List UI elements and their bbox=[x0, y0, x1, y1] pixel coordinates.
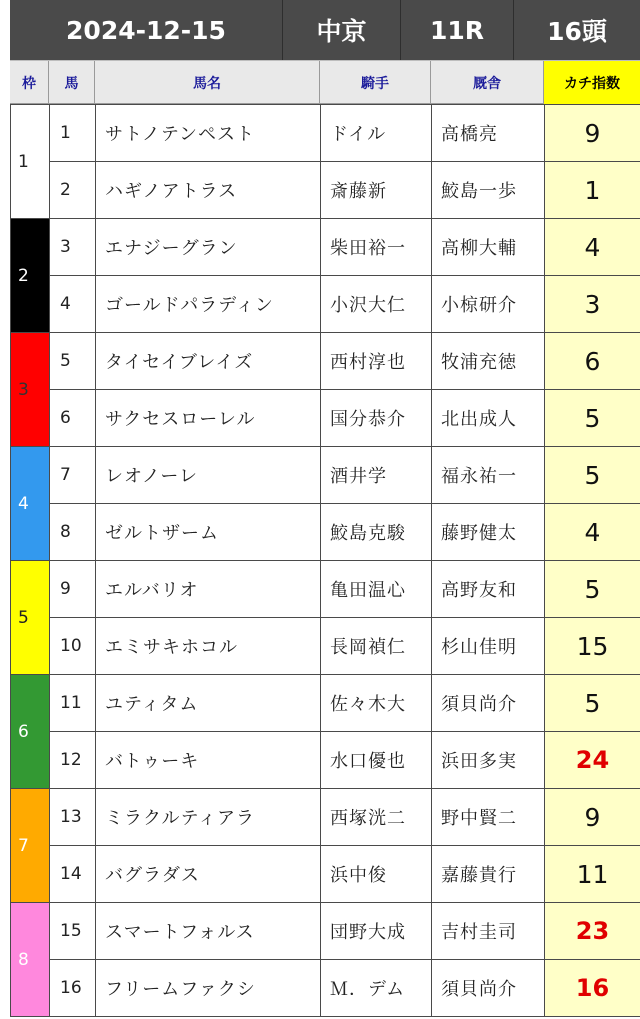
jockey-name: 小沢大仁 bbox=[321, 276, 432, 333]
table-row bbox=[11, 789, 640, 846]
horse-number: 14 bbox=[50, 846, 96, 903]
horse-name: ユティタム bbox=[96, 675, 321, 732]
table-row bbox=[11, 105, 640, 162]
table-row bbox=[11, 618, 640, 675]
waku-cell: 6 bbox=[11, 675, 50, 789]
jockey-name: 酒井学 bbox=[321, 447, 432, 504]
jockey-name: Ｍ．デム bbox=[321, 960, 432, 1017]
horse-number: 8 bbox=[50, 504, 96, 561]
table-row bbox=[11, 162, 640, 219]
table-row bbox=[11, 846, 640, 903]
horse-number: 11 bbox=[50, 675, 96, 732]
horse-number: 9 bbox=[50, 561, 96, 618]
horse-number: 10 bbox=[50, 618, 96, 675]
trainer-name: 吉村圭司 bbox=[432, 903, 545, 960]
jockey-name: ドイル bbox=[321, 105, 432, 162]
trainer-name: 須貝尚介 bbox=[432, 675, 545, 732]
jockey-name: 国分恭介 bbox=[321, 390, 432, 447]
kachi-index-value: 5 bbox=[545, 447, 640, 504]
trainer-name: 福永祐一 bbox=[432, 447, 545, 504]
horse-number: 15 bbox=[50, 903, 96, 960]
trainer-name: 牧浦充徳 bbox=[432, 333, 545, 390]
table-row bbox=[11, 276, 640, 333]
horse-number: 6 bbox=[50, 390, 96, 447]
table-row bbox=[11, 960, 640, 1017]
race-date: 2024-12-15 bbox=[10, 0, 283, 60]
horse-name: ハギノアトラス bbox=[96, 162, 321, 219]
trainer-name: 鮫島一歩 bbox=[432, 162, 545, 219]
horse-name: サトノテンペスト bbox=[96, 105, 321, 162]
horse-name: ミラクルティアラ bbox=[96, 789, 321, 846]
table-row bbox=[11, 903, 640, 960]
trainer-name: 高柳大輔 bbox=[432, 219, 545, 276]
col-kachi-index: カチ指数 bbox=[544, 61, 640, 104]
horse-name: エミサキホコル bbox=[96, 618, 321, 675]
trainer-name: 藤野健太 bbox=[432, 504, 545, 561]
horse-name: ゴールドパラディン bbox=[96, 276, 321, 333]
kachi-index-value: 15 bbox=[545, 618, 640, 675]
horse-number: 3 bbox=[50, 219, 96, 276]
kachi-index-value: 16 bbox=[545, 960, 640, 1017]
col-waku: 枠 bbox=[10, 61, 49, 104]
waku-cell: 2 bbox=[11, 219, 50, 333]
horse-number: 16 bbox=[50, 960, 96, 1017]
col-trainer: 厩舎 bbox=[431, 61, 544, 104]
horse-number: 5 bbox=[50, 333, 96, 390]
trainer-name: 浜田多実 bbox=[432, 732, 545, 789]
horse-number: 2 bbox=[50, 162, 96, 219]
kachi-index-value: 24 bbox=[545, 732, 640, 789]
horse-name: バトゥーキ bbox=[96, 732, 321, 789]
jockey-name: 団野大成 bbox=[321, 903, 432, 960]
jockey-name: 亀田温心 bbox=[321, 561, 432, 618]
horse-number: 7 bbox=[50, 447, 96, 504]
kachi-index-value: 1 bbox=[545, 162, 640, 219]
horse-name: ゼルトザーム bbox=[96, 504, 321, 561]
horse-name: エルバリオ bbox=[96, 561, 321, 618]
column-header-row bbox=[10, 60, 640, 104]
entry-table-body bbox=[11, 105, 640, 1017]
jockey-name: 長岡禎仁 bbox=[321, 618, 432, 675]
horse-name: タイセイブレイズ bbox=[96, 333, 321, 390]
horse-number: 1 bbox=[50, 105, 96, 162]
trainer-name: 小椋研介 bbox=[432, 276, 545, 333]
waku-cell: 3 bbox=[11, 333, 50, 447]
jockey-name: 水口優也 bbox=[321, 732, 432, 789]
trainer-name: 高橋亮 bbox=[432, 105, 545, 162]
table-row bbox=[11, 504, 640, 561]
col-horse-name: 馬名 bbox=[95, 61, 320, 104]
horse-name: バグラダス bbox=[96, 846, 321, 903]
entry-table bbox=[10, 104, 640, 1017]
kachi-index-value: 4 bbox=[545, 219, 640, 276]
race-venue: 中京 bbox=[283, 0, 401, 60]
race-number: 11R bbox=[401, 0, 514, 60]
table-row bbox=[11, 561, 640, 618]
waku-cell: 5 bbox=[11, 561, 50, 675]
waku-cell: 4 bbox=[11, 447, 50, 561]
kachi-index-value: 4 bbox=[545, 504, 640, 561]
kachi-index-value: 3 bbox=[545, 276, 640, 333]
table-row bbox=[11, 732, 640, 789]
jockey-name: 鮫島克駿 bbox=[321, 504, 432, 561]
horse-name: スマートフォルス bbox=[96, 903, 321, 960]
waku-cell: 8 bbox=[11, 903, 50, 1017]
kachi-index-value: 23 bbox=[545, 903, 640, 960]
kachi-index-value: 5 bbox=[545, 675, 640, 732]
table-row bbox=[11, 333, 640, 390]
horse-number: 4 bbox=[50, 276, 96, 333]
table-row bbox=[11, 390, 640, 447]
waku-cell: 7 bbox=[11, 789, 50, 903]
horse-name: レオノーレ bbox=[96, 447, 321, 504]
trainer-name: 高野友和 bbox=[432, 561, 545, 618]
jockey-name: 浜中俊 bbox=[321, 846, 432, 903]
kachi-index-value: 5 bbox=[545, 390, 640, 447]
trainer-name: 嘉藤貴行 bbox=[432, 846, 545, 903]
jockey-name: 西塚洸二 bbox=[321, 789, 432, 846]
jockey-name: 西村淳也 bbox=[321, 333, 432, 390]
table-row bbox=[11, 219, 640, 276]
jockey-name: 柴田裕一 bbox=[321, 219, 432, 276]
kachi-index-value: 6 bbox=[545, 333, 640, 390]
race-header bbox=[10, 0, 640, 60]
trainer-name: 須貝尚介 bbox=[432, 960, 545, 1017]
jockey-name: 佐々木大 bbox=[321, 675, 432, 732]
col-jockey: 騎手 bbox=[320, 61, 431, 104]
kachi-index-value: 11 bbox=[545, 846, 640, 903]
kachi-index-value: 9 bbox=[545, 105, 640, 162]
horse-name: サクセスローレル bbox=[96, 390, 321, 447]
jockey-name: 斎藤新 bbox=[321, 162, 432, 219]
trainer-name: 杉山佳明 bbox=[432, 618, 545, 675]
horse-name: フリームファクシ bbox=[96, 960, 321, 1017]
waku-cell: 1 bbox=[11, 105, 50, 219]
table-row bbox=[11, 675, 640, 732]
kachi-index-value: 5 bbox=[545, 561, 640, 618]
table-row bbox=[11, 447, 640, 504]
trainer-name: 野中賢二 bbox=[432, 789, 545, 846]
horse-number: 12 bbox=[50, 732, 96, 789]
kachi-index-value: 9 bbox=[545, 789, 640, 846]
trainer-name: 北出成人 bbox=[432, 390, 545, 447]
col-uma: 馬 bbox=[49, 61, 95, 104]
horse-name: エナジーグラン bbox=[96, 219, 321, 276]
horse-count: 16頭 bbox=[547, 17, 607, 46]
horse-number: 13 bbox=[50, 789, 96, 846]
